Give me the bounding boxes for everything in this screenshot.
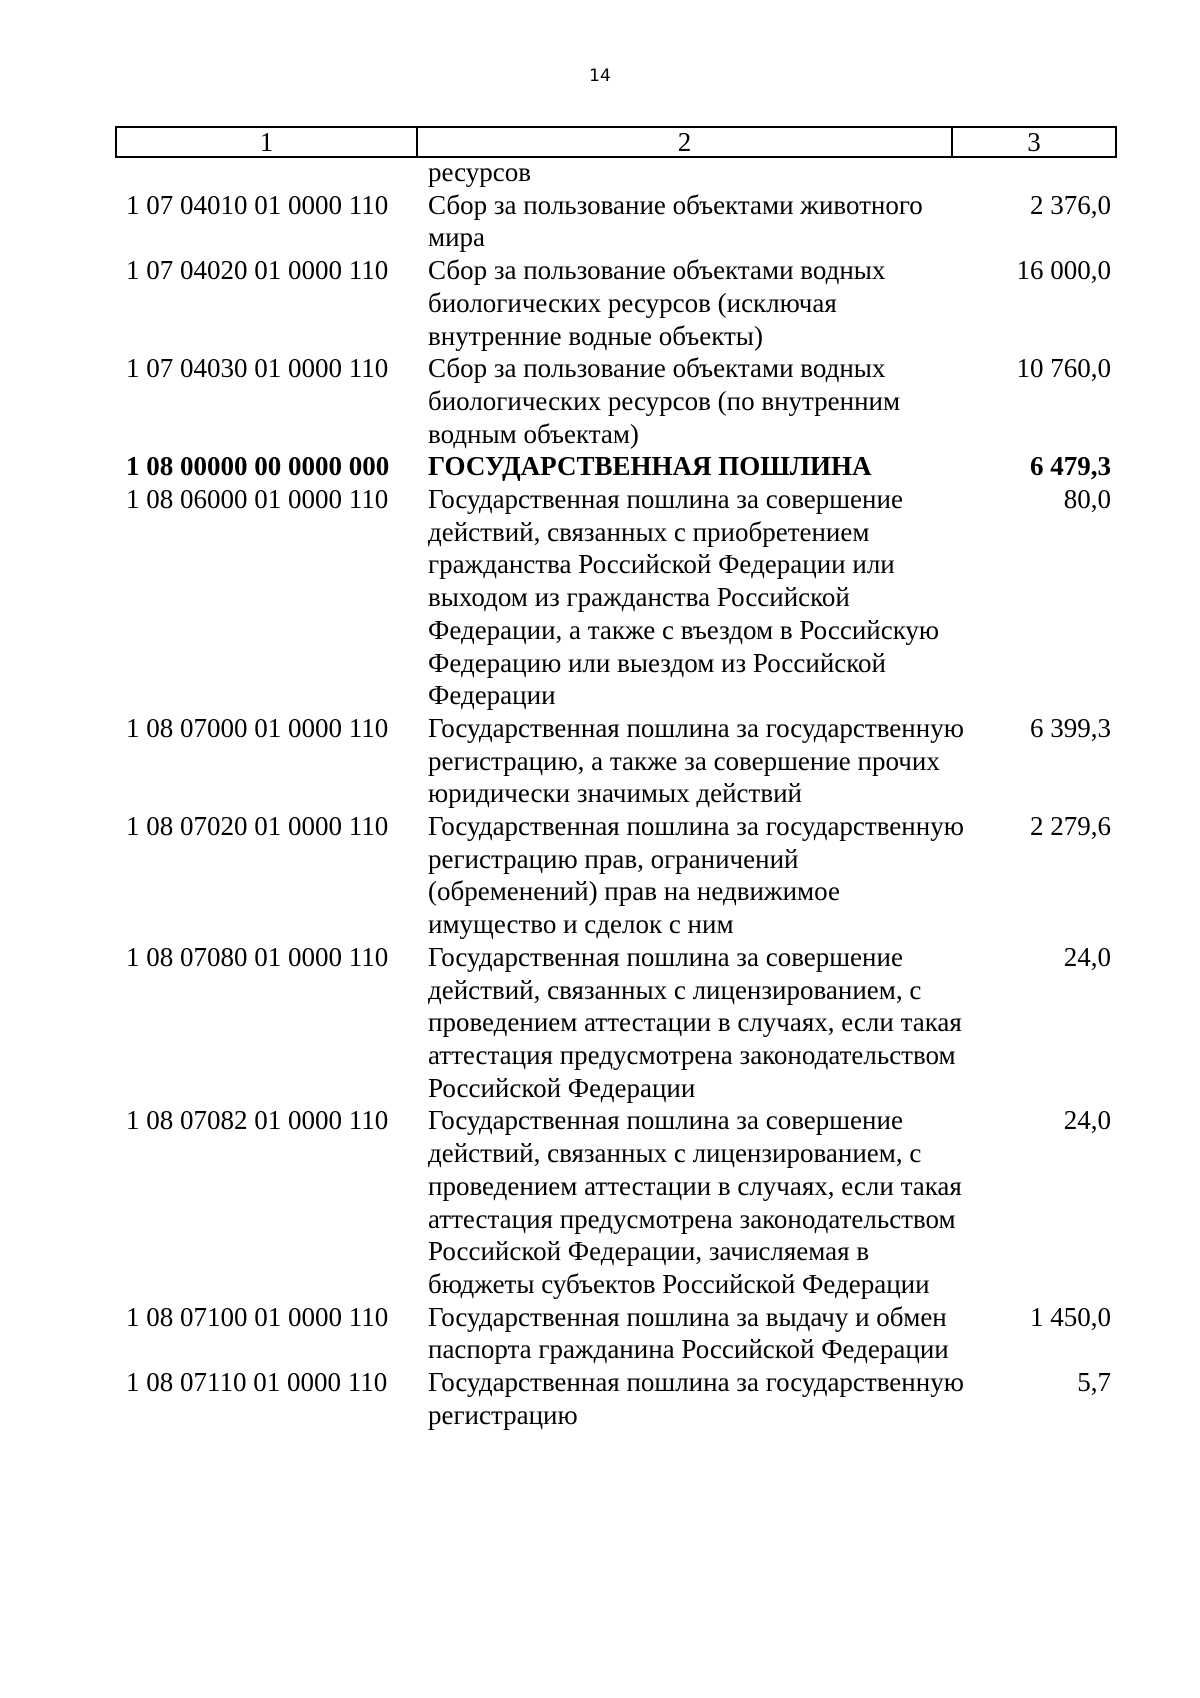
- row-code: 1 08 07110 01 0000 110: [126, 1367, 388, 1398]
- row-value: 1 450,0: [1030, 1301, 1111, 1332]
- row-code: 1 08 06000 01 0000 110: [126, 484, 389, 515]
- continuation-row: [126, 156, 1111, 189]
- table-row: [126, 1366, 1111, 1431]
- row-value: 5,7: [1077, 1367, 1111, 1398]
- table-row: [126, 254, 1111, 352]
- row-code: 1 08 07080 01 0000 110: [126, 941, 389, 972]
- continuation-text: ресурсов: [428, 157, 532, 187]
- row-code: 1 07 04010 01 0000 110: [126, 189, 389, 220]
- row-code: 1 08 00000 00 0000 000: [126, 451, 390, 482]
- header-column-2: 2: [418, 128, 953, 156]
- row-name: Сбор за пользование объектами водных биологических ресурсов (по внутренним водным объектам): [428, 353, 901, 449]
- header-column-1: 1: [117, 128, 418, 156]
- row-value: 10 760,0: [1016, 353, 1111, 384]
- table-row: [126, 1301, 1111, 1366]
- row-value: 2 376,0: [1030, 189, 1111, 220]
- row-code: 1 08 07082 01 0000 110: [126, 1105, 389, 1136]
- row-value: 80,0: [1063, 484, 1111, 515]
- row-name: Государственная пошлина за государственную регистрацию, а также за совершение прочих юридически значимых действий: [428, 712, 964, 809]
- row-code: 1 08 07020 01 0000 110: [126, 811, 389, 842]
- row-name: Государственная пошлина за выдачу и обмен паспорта гражданина Российской Федерации: [428, 1301, 949, 1365]
- table-body: [126, 156, 1111, 1431]
- row-value: 24,0: [1063, 1105, 1111, 1136]
- row-value: 24,0: [1063, 941, 1111, 972]
- table-row: [126, 1104, 1111, 1300]
- row-value: 2 279,6: [1030, 811, 1111, 842]
- row-name: Государственная пошлина за совершение действий, связанных с лицензированием, с проведением аттестации в случаях, если такая аттестация предусмотрена законодательством Российской Федерации: [428, 941, 962, 1103]
- row-name: Государственная пошлина за совершение действий, связанных с лицензированием, с проведением аттестации в случаях, если такая аттестация предусмотрена законодательством Российской Федерации, зачисляемая в бюджеты субъектов Российской Федерации: [428, 1105, 962, 1299]
- table-row: [126, 483, 1111, 712]
- row-code: 1 08 07100 01 0000 110: [126, 1301, 389, 1332]
- table-row: [126, 810, 1111, 941]
- row-name: Государственная пошлина за государственную регистрацию: [428, 1367, 964, 1430]
- table-row-section-total: [126, 450, 1111, 483]
- row-value: 6 479,3: [1030, 451, 1111, 482]
- table-row: [126, 189, 1111, 254]
- row-name: Сбор за пользование объектами водных биологических ресурсов (исключая внутренние водные объекты): [428, 255, 886, 351]
- row-name: Государственная пошлина за совершение действий, связанных с приобретением гражданства Российской Федерации или выходом из гражданства Российской Федерации, а также с въездом в Российскую Федерацию или выездом из Российской Федерации: [428, 484, 940, 711]
- table-row: [126, 352, 1111, 450]
- row-name: Государственная пошлина за государственную регистрацию прав, ограничений (обременений) прав на недвижимое имущество и сделок с ним: [428, 811, 964, 940]
- row-code: 1 08 07000 01 0000 110: [126, 712, 389, 743]
- table-header: [115, 126, 1117, 158]
- row-code: 1 07 04020 01 0000 110: [126, 255, 389, 286]
- row-code: 1 07 04030 01 0000 110: [126, 353, 389, 384]
- row-value: 6 399,3: [1030, 712, 1111, 743]
- header-column-3: 3: [1027, 126, 1041, 157]
- table-row: [126, 712, 1111, 810]
- table-row: [126, 941, 1111, 1105]
- page-number: 14: [589, 66, 611, 86]
- row-name: Сбор за пользование объектами животного мира: [428, 189, 923, 253]
- row-value: 16 000,0: [1016, 255, 1111, 286]
- row-name: ГОСУДАРСТВЕННАЯ ПОШЛИНА: [428, 451, 872, 482]
